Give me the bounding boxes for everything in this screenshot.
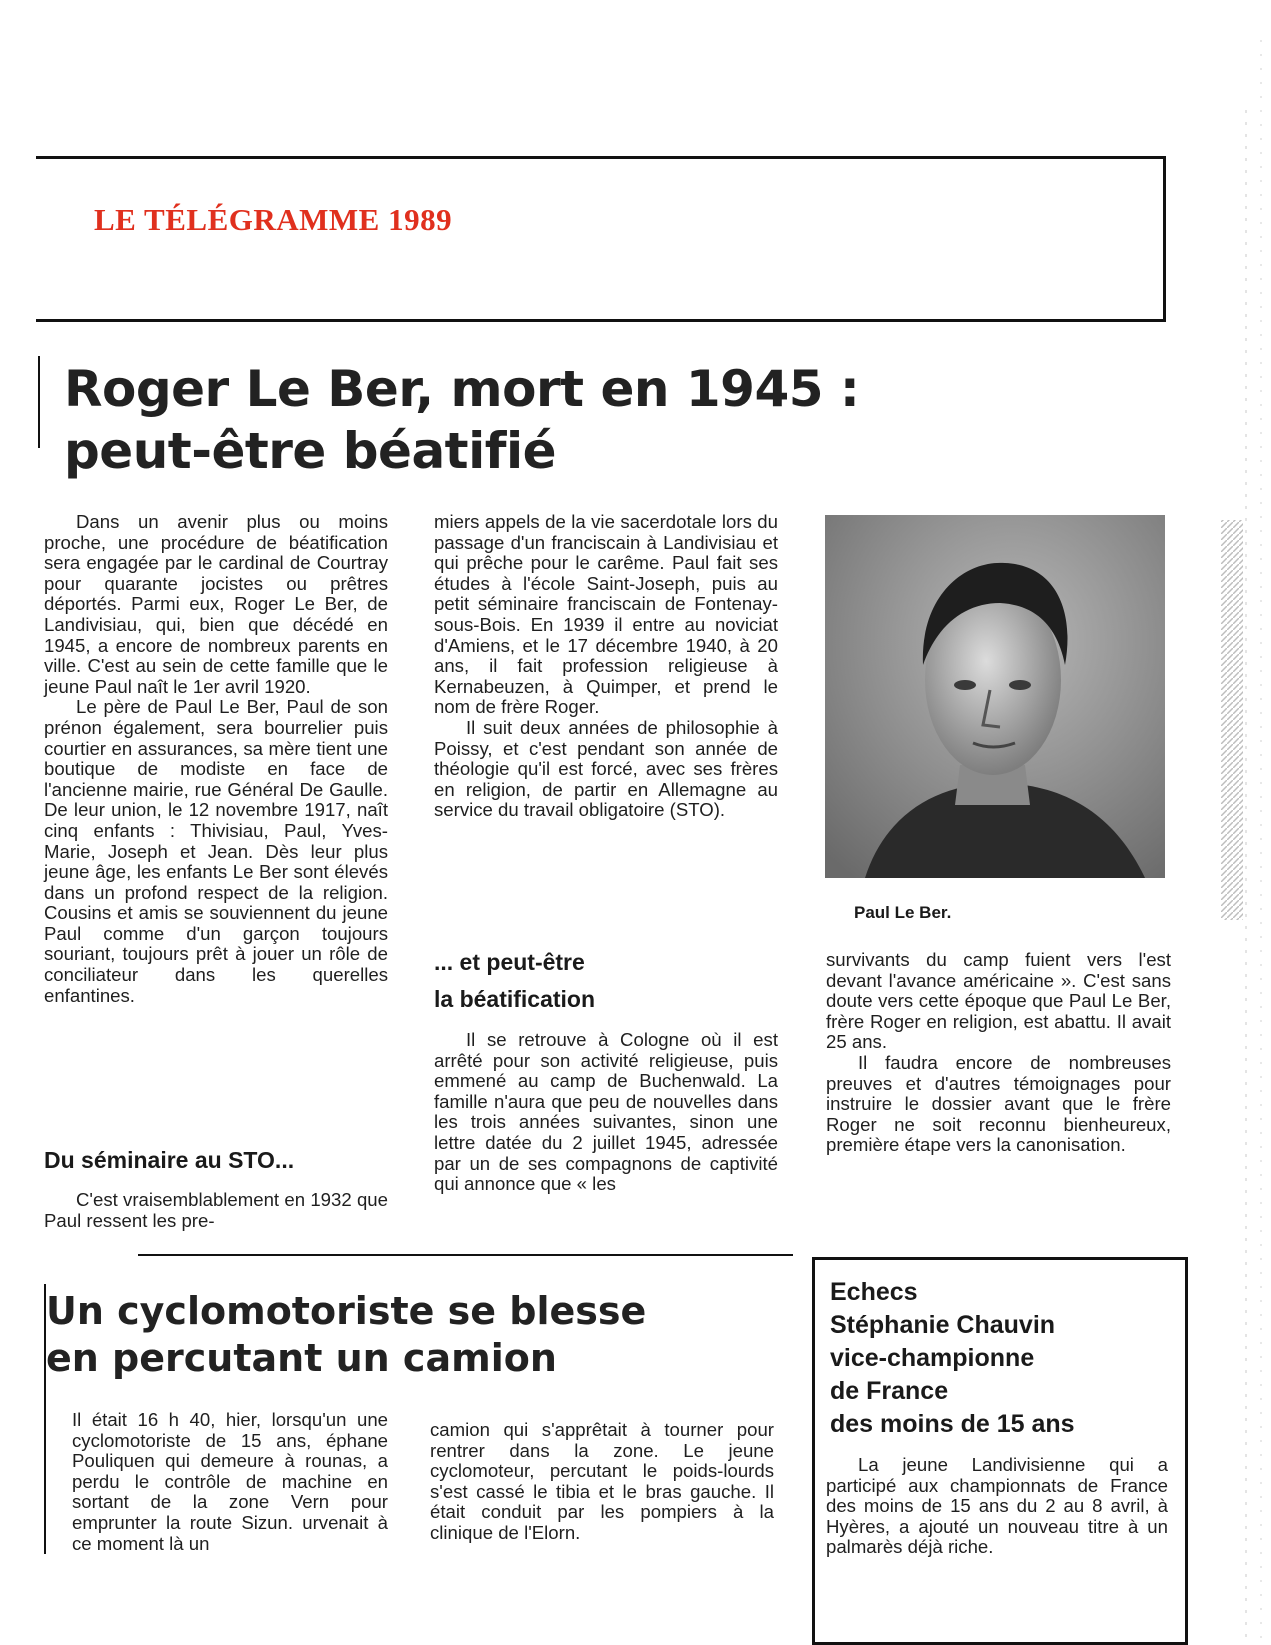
subheading-line-1: ... et peut-être (434, 949, 585, 975)
paragraph: Il faudra encore de nombreuses preuves et d'autres témoignages pour instruire le dossier avant que le frère Roger ne soit reconnu bienheureux, première étape vers la canonisation. (826, 1051, 1171, 1156)
article-column-2 (434, 512, 778, 821)
article-column-1 (44, 512, 388, 1006)
headline-line-2: peut-être béatifié (64, 422, 557, 480)
newspaper-masthead: LE TÉLÉGRAMME 1989 (94, 202, 453, 237)
subheading: Du séminaire au STO... (44, 1147, 295, 1173)
article-headline (64, 358, 859, 482)
paragraph: Il était 16 h 40, hier, lorsqu'un une cyclomotoriste de 15 ans, éphane Pouliquen qui demeure à rounas, a perdu le contrôle de machine en sortant de la zone Vern pour emprunter la route Sizun. urvenait à ce moment là un (72, 1409, 388, 1554)
headline-line: vice-championne (830, 1344, 1035, 1372)
masthead-frame (36, 156, 1166, 322)
paragraph: camion qui s'apprêtait à tourner pour rentrer dans la zone. Le jeune cyclomoteur, percutant le poids-lourds s'est cassé le tibia et le bras gauche. Il était conduit par les pompiers à la clinique de l'Elorn. (430, 1419, 774, 1543)
headline-line: des moins de 15 ans (830, 1410, 1075, 1438)
paragraph: C'est vraisemblablement en 1932 que Paul ressent les pre- (44, 1189, 388, 1231)
headline-line: Echecs (830, 1278, 918, 1306)
headline-line: Stéphanie Chauvin (830, 1311, 1056, 1339)
brief-headline (830, 1276, 1075, 1441)
headline-rule (38, 356, 40, 448)
paragraph: Il suit deux années de philosophie à Poissy, et c'est pendant son année de théologie qu'il est forcé, avec ses frères en religion, de partir en Allemagne au service du travail obligatoire (STO). (434, 716, 778, 821)
paragraph: Dans un avenir plus ou moins proche, une procédure de béatification sera engagée par le cardinal de Courtray pour quarante jocistes ou prêtres déportés. Parmi eux, Roger Le Ber, de Landivisiau, qui, bien que décédé en 1945, a encore de nombreux parents en ville. C'est au sein de cette famille que le jeune Paul naît le 1er avril 1920. (44, 511, 388, 697)
article-column-1 (72, 1410, 388, 1554)
brief-body (826, 1455, 1168, 1558)
paragraph: survivants du camp fuient vers l'est devant l'avance américaine ». C'est sans doute vers cette époque que Paul Le Ber, frère Roger en religion, est abattu. Il avait 25 ans. (826, 949, 1171, 1053)
paragraph: La jeune Landivisienne qui a participé aux championnats de France des moins de 15 ans du 2 au 8 avril, à Hyères, a ajouté un nouveau titre à un palmarès déjà riche. (826, 1454, 1168, 1558)
separator-rule (138, 1254, 793, 1256)
article-column-2-end (434, 1030, 778, 1195)
scan-edge-noise (1191, 0, 1271, 1645)
headline-line-2: en percutant un camion (46, 1336, 557, 1380)
headline-line-1: Un cyclomotoriste se blesse (46, 1289, 647, 1333)
subheading (434, 944, 595, 1018)
headline-line: de France (830, 1377, 949, 1405)
photo-caption: Paul Le Ber. (854, 903, 952, 922)
article-column-3 (826, 950, 1171, 1156)
paragraph: miers appels de la vie sacerdotale lors du passage d'un franciscain à Landivisiau et qui prêche pour le carême. Paul fait ses études à l'école Saint-Joseph, puis au petit séminaire franciscain de Fontenay-sous-Bois. En 1939 il entre au noviciat d'Amiens, et le 17 décembre 1940, à 20 ans, il fait profession religieuse à Kernabeuzen, à Quimper, et prend le nom de frère Roger. (434, 511, 778, 718)
portrait-photo (825, 515, 1165, 878)
article-headline (46, 1288, 646, 1382)
headline-line-1: Roger Le Ber, mort en 1945 : (64, 360, 860, 418)
article-column-1-end (44, 1190, 388, 1231)
subheading-line-2: la béatification (434, 986, 596, 1012)
article-column-2 (430, 1420, 774, 1544)
paragraph: Il se retrouve à Cologne où il est arrêté pour son activité religieuse, puis emmené au camp de Buchenwald. La famille n'aura que peu de nouvelles dans les trois années suivantes, sinon une lettre datée du 2 juillet 1945, adressée par un de ses compagnons de captivité qui annonce que « les (434, 1029, 778, 1195)
paragraph: Le père de Paul Le Ber, Paul de son prénon également, sera bourrelier puis courtier en assurances, sa mère tient une boutique de modiste en face de l'ancienne mairie, rue Général De Gaulle. De leur union, le 12 novembre 1917, naît cinq enfants : Thivisiau, Paul, Yves-Marie, Joseph et Jean. Dès leur plus jeune âge, les enfants Le Ber sont élevés dans un profond respect de la religion. Cousins et amis se souviennent du jeune Paul comme d'un garçon toujours souriant, toujours prêt à jouer un rôle de conciliateur dans les querelles enfantines. (44, 696, 388, 1006)
